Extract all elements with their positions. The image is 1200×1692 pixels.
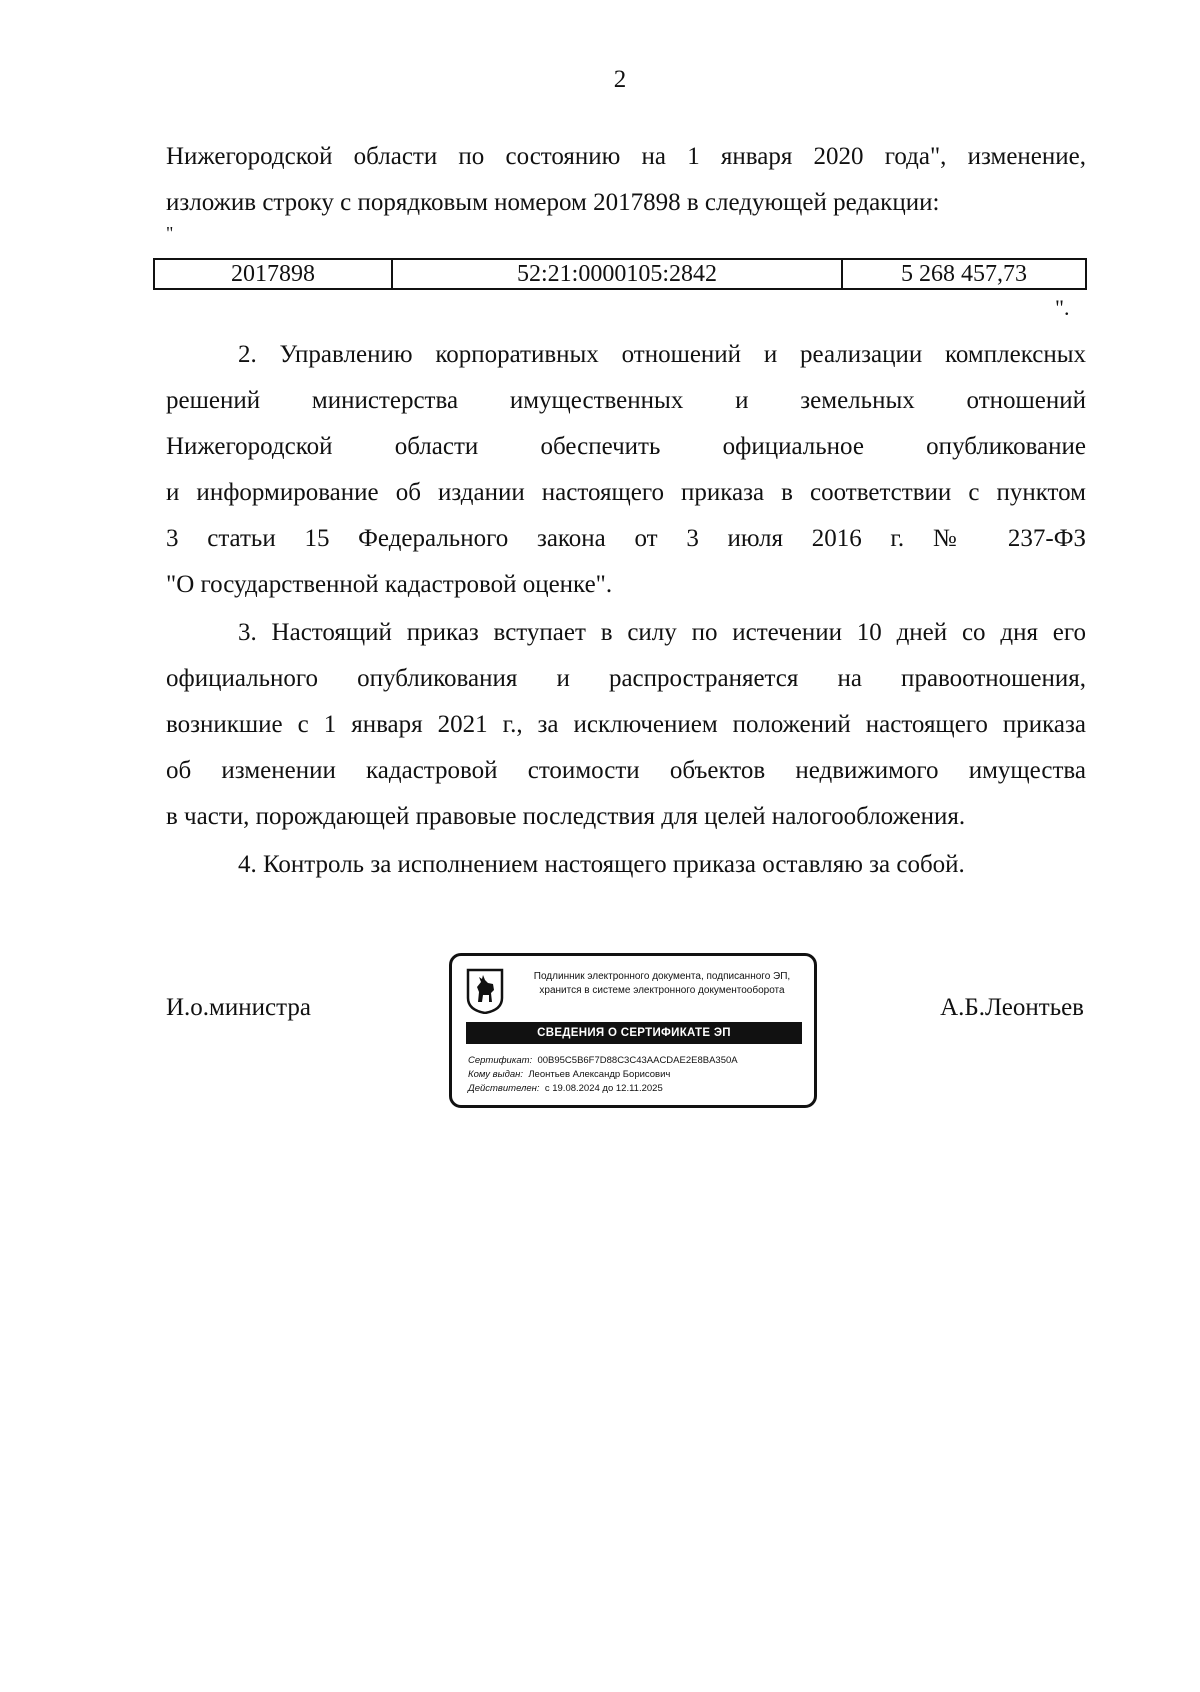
intro-text	[166, 134, 1086, 226]
paragraph-4-line: 4. Контроль за исполнением настоящего приказа оставляю за собой.	[238, 851, 965, 878]
paragraph-3-line: об изменении кадастровой стоимости объектов недвижимого имущества	[166, 757, 1086, 784]
issued-to-value: Леонтьев Александр Борисович	[528, 1069, 671, 1080]
row-number-cell: 2017898	[155, 260, 393, 288]
signatory-position: И.о.министра	[166, 994, 311, 1021]
paragraph-2-line: решений министерства имущественных и земельных отношений	[166, 387, 1086, 414]
certificate-label: Сертификат:	[468, 1055, 533, 1066]
paragraph-3	[166, 610, 1086, 840]
paragraph-3-line: 3. Настоящий приказ вступает в силу по истечении 10 дней со дня его	[238, 619, 1086, 646]
intro-line-1: Нижегородской области по состоянию на 1 января 2020 года", изменение,	[166, 143, 1086, 170]
close-quote: ".	[1055, 295, 1070, 320]
validity-row	[468, 1082, 738, 1096]
electronic-signature-stamp	[449, 953, 817, 1108]
intro-line-2: изложив строку с порядковым номером 2017898 в следующей редакции:	[166, 189, 940, 216]
certificate-row	[468, 1054, 738, 1068]
certificate-value: 00B95C5B6F7D88C3C43AACDAE2E8BA350A	[537, 1055, 738, 1066]
cadastral-value-cell: 5 268 457,73	[901, 260, 1027, 287]
paragraph-2	[166, 332, 1086, 608]
stamp-header-line-2: хранится в системе электронного документооборота	[539, 985, 785, 996]
validity-value: с 19.08.2024 до 12.11.2025	[544, 1083, 663, 1094]
nizhny-novgorod-deer-emblem-icon	[466, 968, 504, 1014]
paragraph-3-line: официального опубликования и распространяется на правоотношения,	[166, 665, 1086, 692]
stamp-header	[512, 970, 812, 998]
paragraph-3-line: возникшие с 1 января 2021 г., за исключением положений настоящего приказа	[166, 711, 1086, 738]
issued-to-label: Кому выдан:	[468, 1069, 524, 1080]
paragraph-4	[166, 842, 1086, 888]
paragraph-2-line: 2. Управлению корпоративных отношений и реализации комплексных	[238, 341, 1086, 368]
paragraph-3-line: в части, порождающей правовые последствия для целей налогообложения.	[166, 803, 966, 830]
stamp-certificate-details	[468, 1054, 738, 1096]
paragraph-2-line: Нижегородской области обеспечить официальное опубликование	[166, 433, 1086, 460]
page-number: 2	[613, 66, 627, 93]
paragraph-2-line: "О государственной кадастровой оценке".	[166, 571, 613, 598]
validity-label: Действителен:	[468, 1083, 540, 1094]
paragraph-2-line: 3 статьи 15 Федерального закона от 3 июля 2016 г. № 237-ФЗ	[166, 525, 1086, 552]
open-quote: "	[166, 223, 174, 243]
issued-to-row	[468, 1068, 738, 1082]
stamp-title-bar: СВЕДЕНИЯ О СЕРТИФИКАТЕ ЭП	[466, 1022, 802, 1044]
paragraph-2-line: и информирование об издании настоящего приказа в соответствии с пунктом	[166, 479, 1086, 506]
cadastral-number-cell: 52:21:0000105:2842	[393, 260, 843, 288]
stamp-header-line-1: Подлинник электронного документа, подписанного ЭП,	[533, 971, 791, 982]
signatory-name: А.Б.Леонтьев	[940, 994, 1084, 1021]
cadastral-row-table	[153, 258, 1087, 290]
